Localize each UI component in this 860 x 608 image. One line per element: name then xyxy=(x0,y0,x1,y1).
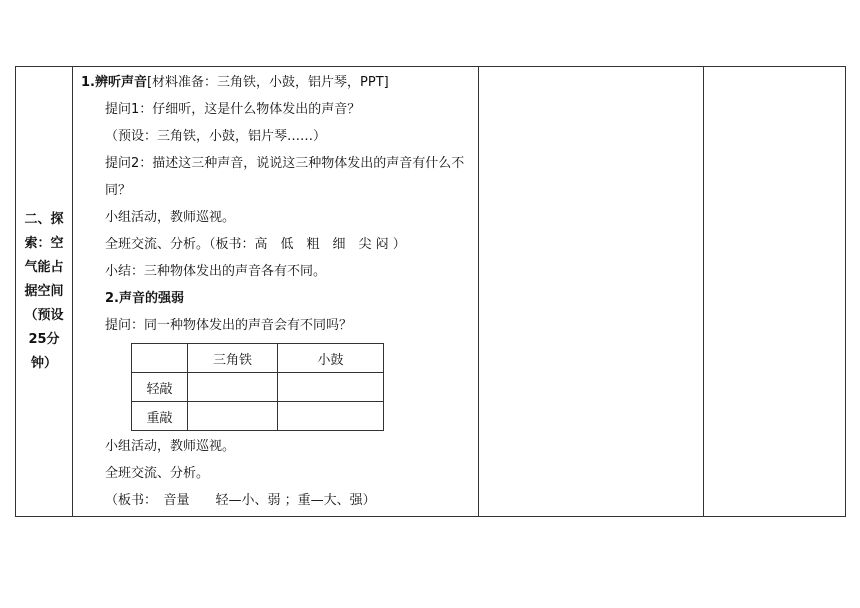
lesson-row xyxy=(16,67,846,517)
record-header-row xyxy=(132,344,384,373)
class-discussion-2: 全班交流、分析。 xyxy=(105,466,210,481)
group-activity: 小组活动，教师巡视。 xyxy=(105,210,236,225)
record-cell xyxy=(278,373,384,402)
record-row-label: 重敲 xyxy=(132,402,188,431)
record-cell xyxy=(278,402,384,431)
content-cell xyxy=(73,67,479,517)
record-corner-cell xyxy=(132,344,188,373)
stage-cell xyxy=(16,67,73,517)
summary: 小结：三种物体发出的声音各有不同。 xyxy=(105,264,327,279)
question-1: 提问1：仔细听，这是什么物体发出的声音？ xyxy=(105,102,361,117)
record-header-drum: 小鼓 xyxy=(278,344,384,373)
record-row-label: 轻敲 xyxy=(132,373,188,402)
lesson-plan-table xyxy=(15,66,846,517)
stage-label: 二、探索：空气能占据空间（预设25分钟） xyxy=(24,211,64,371)
record-header-triangle: 三角铁 xyxy=(188,344,278,373)
record-cell xyxy=(188,402,278,431)
class-discussion: 全班交流、分析。（板书：高 低 粗 细 尖 闷 ） xyxy=(105,237,406,252)
volume-record-table xyxy=(131,343,384,431)
record-cell xyxy=(188,373,278,402)
content-block xyxy=(73,67,478,514)
empty-column-3 xyxy=(479,67,704,517)
section-2-heading: 2.声音的强弱 xyxy=(105,291,184,306)
section-1-heading-line xyxy=(81,69,474,96)
section-1-heading: 1.辨听声音 xyxy=(81,75,147,90)
board-notes: （板书： 音量 轻—小、弱 ；重—大、强） xyxy=(105,493,376,508)
materials-note: [材料准备：三角铁，小鼓，铝片琴，PPT] xyxy=(146,75,389,90)
preset-answer: （预设：三角铁，小鼓，铝片琴……） xyxy=(105,129,327,144)
empty-column-4 xyxy=(704,67,846,517)
record-row-heavy xyxy=(132,402,384,431)
question-2: 提问2：描述这三种声音，说说这三种物体发出的声音有什么不同？ xyxy=(105,156,465,198)
record-row-light xyxy=(132,373,384,402)
group-activity-2: 小组活动，教师巡视。 xyxy=(105,439,236,454)
question-3: 提问：同一种物体发出的声音会有不同吗？ xyxy=(105,318,353,333)
